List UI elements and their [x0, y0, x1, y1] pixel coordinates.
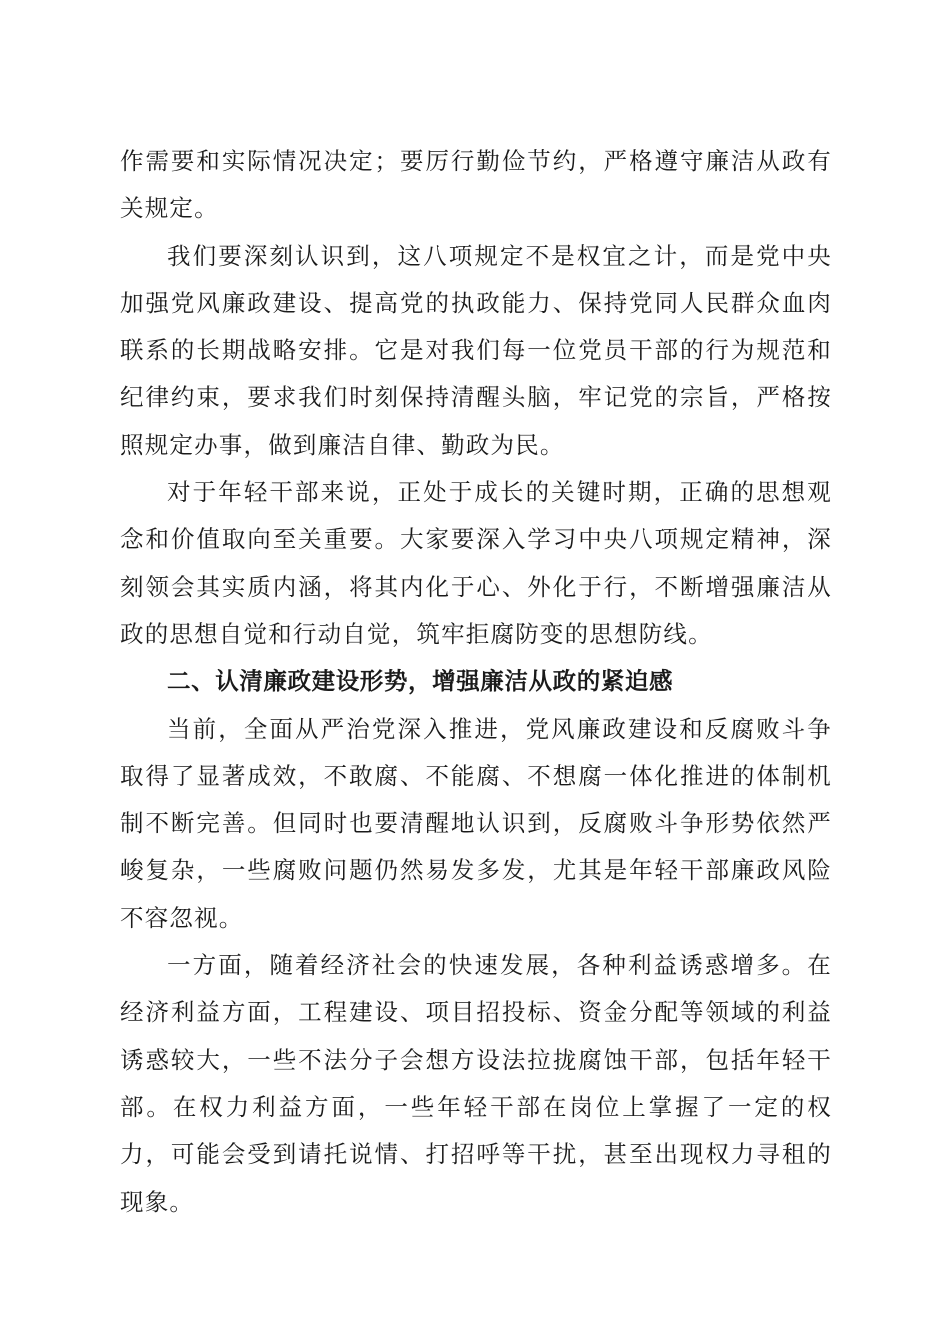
paragraph-interest-temptations: 一方面，随着经济社会的快速发展，各种利益诱惑增多。在经济利益方面，工程建设、项目招投标、资金分配等领域的利益诱惑较大，一些不法分子会想方设法拉拢腐蚀干部，包括年轻干部。在权力利益方面，一些年轻干部在岗位上掌握了一定的权力，可能会受到请托说情、打招呼等干扰，甚至出现权力寻租的现象。	[120, 951, 832, 1216]
document-body	[120, 138, 832, 1226]
paragraph-current-situation: 当前，全面从严治党深入推进，党风廉政建设和反腐败斗争取得了显著成效，不敢腐、不能腐、不想腐一体化推进的体制机制不断完善。但同时也要清醒地认识到，反腐败斗争形势依然严峻复杂，一些腐败问题仍然易发多发，尤其是年轻干部廉政风险不容忽视。	[120, 714, 832, 932]
paragraph-young-cadres: 对于年轻干部来说，正处于成长的关键时期，正确的思想观念和价值取向至关重要。大家要深入学习中央八项规定精神，深刻领会其实质内涵，将其内化于心、外化于行，不断增强廉洁从政的思想自觉和行动自觉，筑牢拒腐防变的思想防线。	[120, 478, 832, 648]
section-heading: 二、认清廉政建设形势，增强廉洁从政的紧迫感	[167, 667, 674, 696]
paragraph-eight-rules-significance: 我们要深刻认识到，这八项规定不是权宜之计，而是党中央加强党风廉政建设、提高党的执政能力、保持党同人民群众血肉联系的长期战略安排。它是对我们每一位党员干部的行为规范和纪律约束，要求我们时刻保持清醒头脑，牢记党的宗旨，严格按照规定办事，做到廉洁自律、勤政为民。	[120, 241, 832, 459]
paragraph-continuation: 作需要和实际情况决定；要厉行勤俭节约，严格遵守廉洁从政有关规定。	[120, 147, 832, 223]
